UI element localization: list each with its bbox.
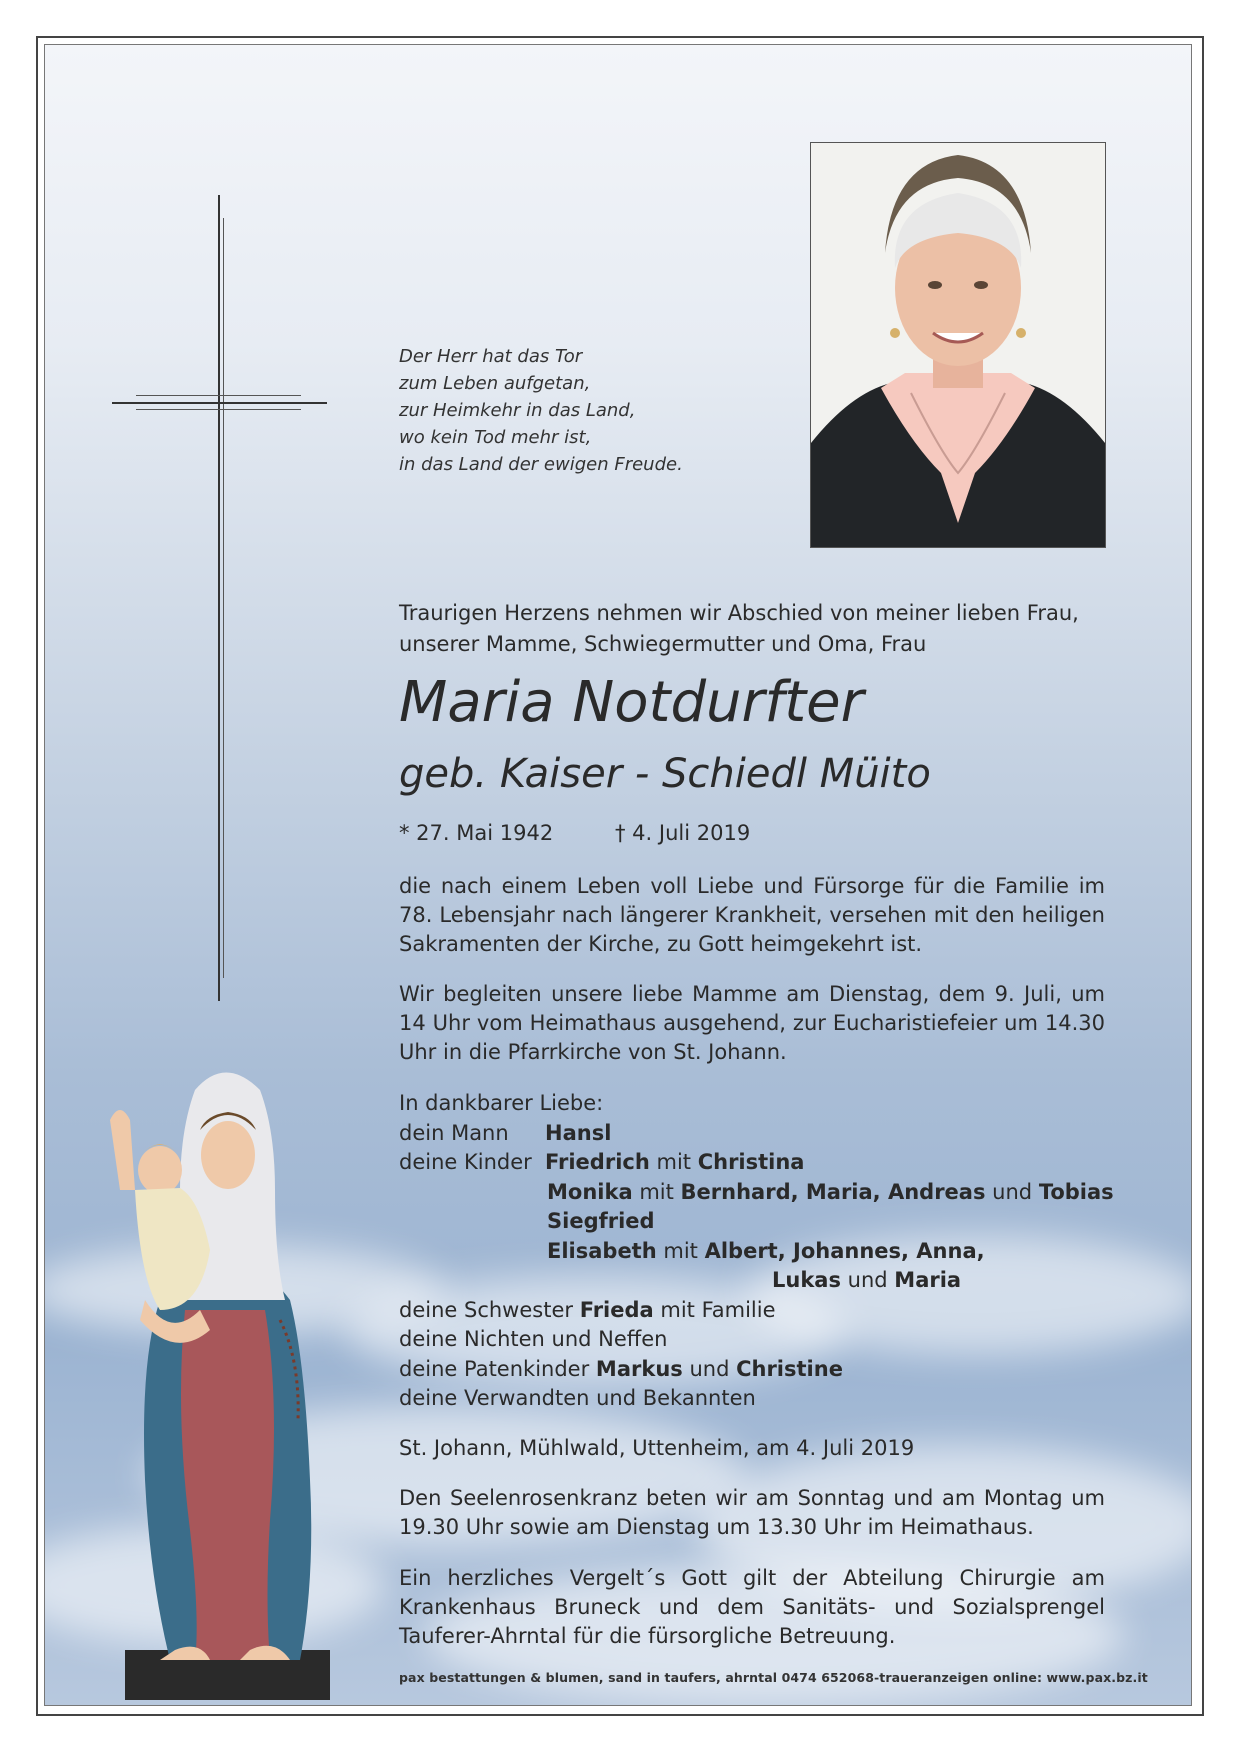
family-member: Friedrich <box>545 1150 650 1174</box>
family-member: Siegfried <box>547 1209 655 1233</box>
paragraph-funeral: Wir begleiten unsere liebe Mamme am Dienstag, dem 9. Juli, um 14 Uhr vom Heimathaus ausgehend, zur Eucharistiefeier um 14.30 Uhr in die Pfarrkirche von St. Johann. <box>399 982 1105 1064</box>
verse-line: Der Herr hat das Tor <box>399 346 583 367</box>
family-children <box>399 1148 1119 1178</box>
family-list <box>399 1089 1119 1414</box>
family-member: Hansl <box>545 1120 612 1145</box>
family-label: deine Patenkinder <box>399 1356 590 1381</box>
family-connector: mit Familie <box>660 1297 776 1322</box>
family-connector: und <box>992 1179 1033 1204</box>
maiden-name: geb. Kaiser - Schiedl Müito <box>399 751 931 797</box>
family-child-4 <box>399 1237 1119 1267</box>
family-member: Bernhard, Maria, Andreas <box>680 1179 986 1204</box>
family-member: Elisabeth <box>547 1238 657 1263</box>
life-dates <box>399 818 1105 848</box>
verse-line: zur Heimkehr in das Land, <box>399 400 636 421</box>
family-connector: und <box>689 1356 730 1381</box>
family-member: Frieda <box>579 1297 654 1322</box>
birth-date: * 27. Mai 1942 <box>399 821 554 845</box>
madonna-statue <box>100 1060 350 1700</box>
family-godchildren <box>399 1355 1119 1385</box>
family-member: Maria <box>894 1268 962 1292</box>
family-child-2 <box>399 1178 1119 1208</box>
paragraph-thanks: Ein herzliches Vergelt´s Gott gilt der Abteilung Chirurgie am Krankenhaus Bruneck und dem Sanitäts- und Sozialsprengel Tauferer-Ahrntal für die fürsorgliche Betreuung. <box>399 1566 1105 1648</box>
footer-funeral-home: pax bestattungen & blumen, sand in taufers, ahrntal 0474 652068-traueranzeigen online: www.pax.bz.it <box>399 1670 1148 1685</box>
family-sister <box>399 1296 1119 1326</box>
family-child-4-cont <box>399 1266 1119 1296</box>
family-member: Tobias <box>1038 1179 1114 1204</box>
family-member: Albert, Johannes, Anna, <box>704 1238 985 1263</box>
intro-line: unserer Mamme, Schwiegermutter und Oma, Frau <box>399 632 927 656</box>
family-connector: mit <box>656 1150 692 1174</box>
portrait-photo <box>810 142 1106 548</box>
bible-verse <box>399 343 729 478</box>
family-connector: mit <box>639 1179 674 1204</box>
family-connector: und <box>847 1268 888 1292</box>
verse-line: in das Land der ewigen Freude. <box>399 454 683 475</box>
family-label: dein Mann <box>399 1120 509 1145</box>
deceased-name: Maria Notdurfter <box>399 670 864 735</box>
death-date: † 4. Juli 2019 <box>615 821 751 845</box>
family-member: Lukas <box>772 1268 841 1292</box>
family-member: Christina <box>697 1150 805 1174</box>
paragraph-passing: die nach einem Leben voll Liebe und Fürsorge für die Familie im 78. Lebensjahr nach längerer Krankheit, versehen mit den heiligen Sakramenten der Kirche, zu Gott heimgekehrt ist. <box>399 874 1105 956</box>
family-child-3 <box>399 1207 1119 1237</box>
intro-line: Traurigen Herzens nehmen wir Abschied von meiner lieben Frau, <box>399 601 1079 625</box>
family-member: Christine <box>736 1356 843 1381</box>
family-member: Markus <box>595 1356 683 1381</box>
family-member: Monika <box>547 1179 633 1204</box>
family-label: deine Schwester <box>399 1297 573 1322</box>
verse-line: zum Leben aufgetan, <box>399 373 591 394</box>
place-date: St. Johann, Mühlwald, Uttenheim, am 4. Juli 2019 <box>399 1436 915 1460</box>
intro-text <box>399 598 1105 660</box>
family-label: deine Kinder <box>399 1150 532 1174</box>
family-heading: In dankbarer Liebe: <box>399 1091 604 1115</box>
family-nieces: deine Nichten und Neffen <box>399 1327 668 1351</box>
family-connector: mit <box>663 1238 698 1263</box>
verse-line: wo kein Tod mehr ist, <box>399 427 592 448</box>
family-relatives: deine Verwandten und Bekannten <box>399 1386 756 1410</box>
family-husband <box>399 1119 1119 1149</box>
paragraph-rosary: Den Seelenrosenkranz beten wir am Sonntag und am Montag um 19.30 Uhr sowie am Dienstag um 13.30 Uhr im Heimathaus. <box>399 1486 1105 1539</box>
